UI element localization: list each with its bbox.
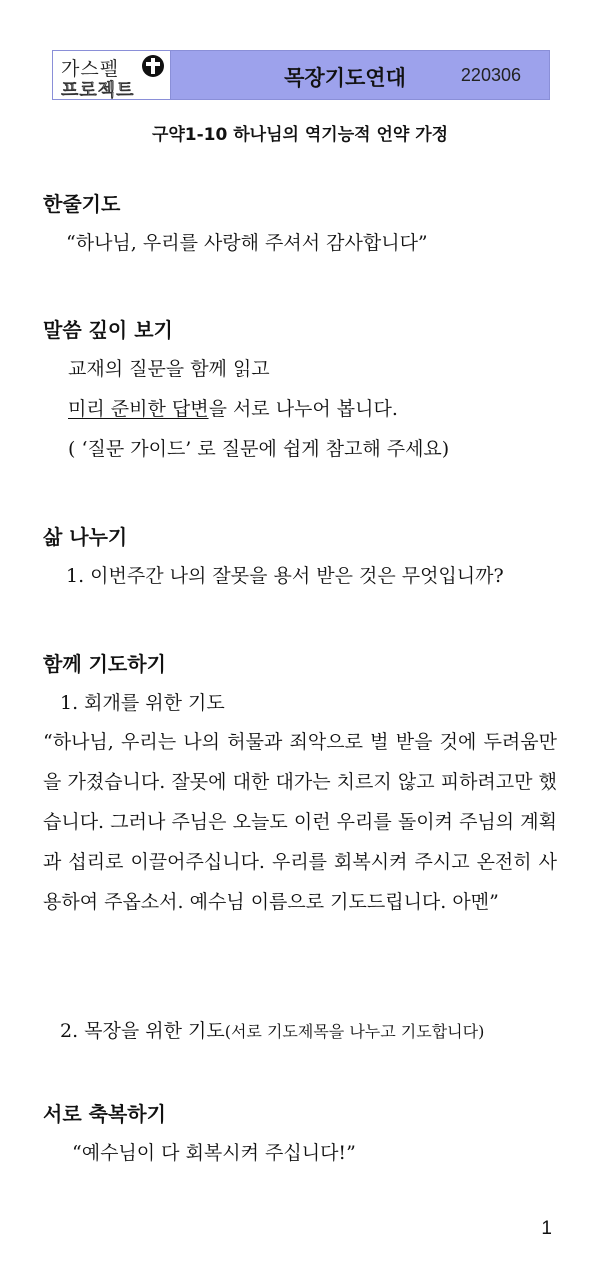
oneline-prayer-text: “하나님, 우리를 사랑해 주셔서 감사합니다” [66,232,428,254]
gospel-project-logo [53,51,171,99]
section-title-oneline-prayer: 한줄기도 [43,192,121,216]
deep-look-underlined-text: 미리 준비한 답변 [68,398,209,420]
blessing-text: “예수님이 다 회복시켜 주십니다!” [72,1142,356,1164]
page-number: 1 [541,1218,552,1239]
deep-look-line3: ( ‘질문 가이드’ 로 질문에 쉽게 참고해 주세요) [68,438,450,460]
section-title-pray-together: 함께 기도하기 [43,652,166,676]
header-title: 목장기도연대 [284,66,406,90]
section-title-deep-look: 말씀 깊이 보기 [43,318,173,342]
pray-item1: 1. 회개를 위한 기도 [60,692,225,714]
deep-look-line2-rest: 을 서로 나누어 봅니다. [208,398,398,420]
repentance-prayer-text: “하나님, 우리는 나의 허물과 죄악으로 벌 받을 것에 두려움만을 가졌습니다. 잘못에 대한 대가는 치르지 않고 피하려고만 했습니다. 그러나 주님은 오늘도 이런 우리를 돌이켜 주님의 계획과 섭리로 이끌어주십니다. 우리를 회복시켜 주시고 온전히 사용하여 주옵소서. 예수님 이름으로 기도드립니다. 아멘” [43,731,557,913]
logo-bottom-text: 프로젝트 [61,80,135,101]
header-date: 220306 [460,65,521,85]
cross-icon [142,55,164,77]
pray-item2-main: 2. 목장을 위한 기도 [60,1020,225,1042]
deep-look-line1: 교재의 질문을 함께 읽고 [68,358,270,380]
logo-top-text: 가스펠 [61,58,120,80]
section-title-blessing: 서로 축복하기 [43,1102,166,1126]
header-band [171,51,549,99]
lesson-subtitle: 구약1-10 하나님의 역기능적 언약 가정 [151,125,449,145]
sharing-item1: 1. 이번주간 나의 잘못을 용서 받은 것은 무엇입니까? [66,565,504,587]
pray-item2-note: (서로 기도제목을 나누고 기도합니다) [224,1022,485,1041]
header-banner [52,50,550,100]
section-title-sharing: 삶 나누기 [43,525,128,549]
deep-look-line2 [68,394,398,421]
pray-item2 [60,1016,484,1043]
